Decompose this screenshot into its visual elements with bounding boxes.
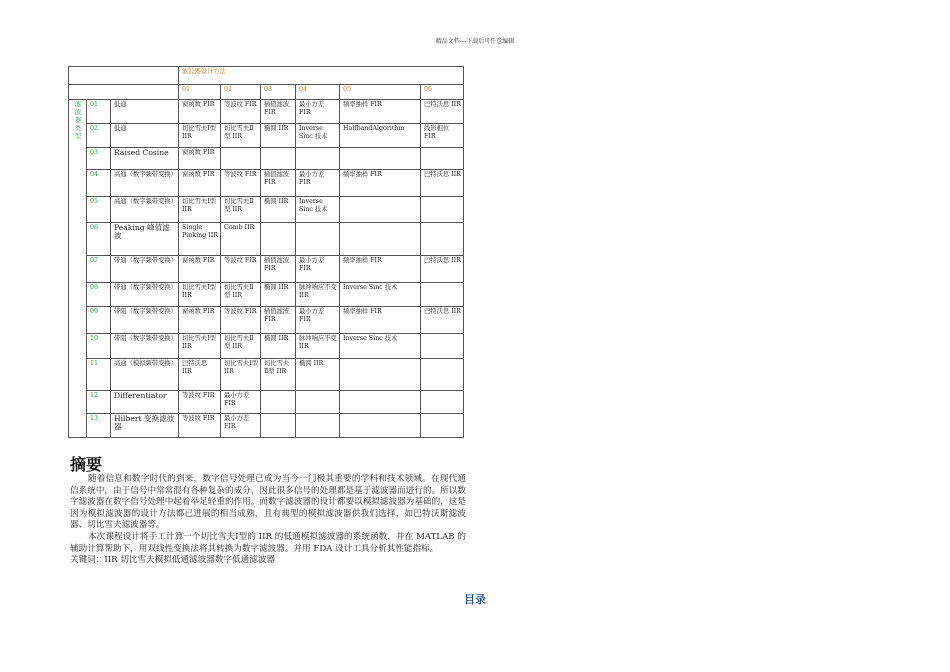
- table-row: [69, 256, 464, 283]
- filter-type-cell: 带阻（数字频带变换）: [111, 307, 179, 334]
- method-cell: 巴特沃思 IIR: [421, 170, 464, 197]
- method-cell: 等波纹 FIR: [221, 170, 261, 197]
- method-number-1: 01: [179, 85, 221, 100]
- method-cell: [261, 414, 296, 438]
- method-cell: Inverse Sinc 技术: [296, 124, 340, 148]
- method-cell: [421, 334, 464, 359]
- method-cell: [340, 359, 421, 391]
- method-cell: 切比雪夫Ⅱ型 IIR: [261, 359, 296, 391]
- method-cell: 椭圆 IIR: [261, 334, 296, 359]
- method-cell: 窗函数 FIR: [179, 100, 221, 124]
- abstract-paragraph-2: 本次课程设计将手工计算一个切比雪夫Ⅰ型的 IIR 的低通模拟滤波器的系统函数，并在 MATLAB 的辅助计算帮助下，用双线性变换法将其转换为数字滤波器。并用 FDA 设计工具分析其性能指标。: [70, 531, 466, 554]
- method-cell: [340, 414, 421, 438]
- row-number: 05: [87, 197, 111, 223]
- row-number: 12: [87, 391, 111, 414]
- method-cell: [421, 414, 464, 438]
- row-number: 04: [87, 170, 111, 197]
- filter-type-cell: 低通: [111, 100, 179, 124]
- method-cell: 切比雪夫Ⅰ型 IIR: [179, 334, 221, 359]
- method-cell: 切比雪夫Ⅱ型 IIR: [221, 124, 261, 148]
- method-cell: 频率抽样 FIR: [340, 100, 421, 124]
- table-row: [69, 223, 464, 256]
- method-cell: [421, 223, 464, 256]
- method-cell: Inverse Sinc 技术: [340, 283, 421, 307]
- table-row: [69, 414, 464, 438]
- method-cell: 椭圆 IIR: [296, 359, 340, 391]
- abstract-keywords: 关键词：IIR 切比雪夫模拟低通滤波器数字低通滤波器: [70, 555, 276, 566]
- row-number: 07: [87, 256, 111, 283]
- method-cell: 椭圆 IIR: [261, 124, 296, 148]
- abstract-paragraph-1: 随着信息和数字时代的到来，数字信号处理已成为当今一门极其重要的学科和技术领域。在现代通信系统中，由于信号中常常混有各种复杂的成分，因此很多信号的处理都是基于滤波器而进行的。所以数字滤波器在数字信号处理中起着举足轻重的作用。而数字滤波器的设计都要以模拟滤波器为基础的，这是因为模拟滤波器的设计方法都已进展的相当成熟，且有典型的模拟滤波器供我们选择，如巴特沃斯滤波器、切比雪夫滤波器等。: [70, 474, 466, 531]
- row-number: 02: [87, 124, 111, 148]
- method-cell: [421, 148, 464, 170]
- method-cell: 最小方差 FIR: [221, 391, 261, 414]
- method-cell: 切比雪夫Ⅰ型 IIR: [179, 124, 221, 148]
- method-cell: 等波纹 FIR: [221, 100, 261, 124]
- method-cell: 频率抽样 FIR: [340, 256, 421, 283]
- method-cell: 脉冲响应不变 IIR: [296, 334, 340, 359]
- method-cell: 插值滤波 FIR: [261, 170, 296, 197]
- table-row: [69, 124, 464, 148]
- method-cell: [296, 391, 340, 414]
- method-cell: [296, 223, 340, 256]
- method-cell: 频率抽样 FIR: [340, 170, 421, 197]
- method-cell: 等波纹 FIR: [221, 256, 261, 283]
- table-corner-cell: [69, 85, 179, 100]
- method-cell: 频率抽样 FIR: [340, 307, 421, 334]
- method-cell: 等波纹 FIR: [179, 414, 221, 438]
- method-cell: [421, 197, 464, 223]
- method-cell: 脉冲响应不变 IIR: [296, 283, 340, 307]
- filter-type-cell: Hilbert 变换滤波器: [111, 414, 179, 438]
- method-cell: 插值滤波 FIR: [261, 100, 296, 124]
- abstract-body: [70, 474, 466, 567]
- page-header-note: 精品文档---下载后可任意编辑: [435, 38, 515, 45]
- method-cell: 椭圆 IIR: [261, 283, 296, 307]
- row-number: 13: [87, 414, 111, 438]
- filter-type-cell: 高通（数字频带变换）: [111, 197, 179, 223]
- filter-design-table: [68, 66, 464, 438]
- method-cell: 切比雪夫Ⅰ型 IIR: [179, 283, 221, 307]
- toc-title: 目录: [464, 593, 486, 606]
- filter-type-cell: 高通（数字频带变换）: [111, 170, 179, 197]
- method-cell: 巴特沃思 IIR: [179, 359, 221, 391]
- method-cell: [340, 223, 421, 256]
- method-cell: 最小方差 FIR: [296, 256, 340, 283]
- side-label-filter-type: 滤 波 器 类 型: [69, 100, 87, 438]
- table-row: [69, 359, 464, 391]
- method-cell: [421, 283, 464, 307]
- method-cell: 窗函数 FIR: [179, 170, 221, 197]
- method-cell: 切比雪夫Ⅰ型 IIR: [221, 359, 261, 391]
- table-corner-cell: [69, 67, 179, 85]
- filter-type-cell: 低通: [111, 124, 179, 148]
- method-cell: [421, 359, 464, 391]
- table-row: [69, 197, 464, 223]
- method-cell: [261, 148, 296, 170]
- method-cell: 线形相位 FIR: [421, 124, 464, 148]
- method-number-row: [69, 85, 464, 100]
- method-number-2: 02: [221, 85, 261, 100]
- table-row: [69, 100, 464, 124]
- row-number: 10: [87, 334, 111, 359]
- row-number: 01: [87, 100, 111, 124]
- method-cell: 巴特沃思 IIR: [421, 256, 464, 283]
- filter-type-cell: 高通（模拟频带变换）: [111, 359, 179, 391]
- method-cell: Single Pinking IIR: [179, 223, 221, 256]
- filter-type-cell: 带阻（数字频带变换）: [111, 334, 179, 359]
- method-cell: [340, 197, 421, 223]
- method-cell: 插值滤波 FIR: [261, 256, 296, 283]
- row-number: 08: [87, 283, 111, 307]
- row-number: 09: [87, 307, 111, 334]
- method-cell: 切比雪夫Ⅱ型 IIR: [221, 334, 261, 359]
- method-number-3: 03: [261, 85, 296, 100]
- row-number: 06: [87, 223, 111, 256]
- method-cell: 巴特沃思 IIR: [421, 100, 464, 124]
- table-row: [69, 307, 464, 334]
- method-cell: [421, 391, 464, 414]
- method-cell: 最小方差 FIR: [221, 414, 261, 438]
- table-row: [69, 391, 464, 414]
- method-cell: [221, 148, 261, 170]
- method-cell: [340, 148, 421, 170]
- method-cell: 椭圆 IIR: [261, 197, 296, 223]
- table-title-row: [69, 67, 464, 85]
- method-cell: 切比雪夫Ⅱ型 IIR: [221, 197, 261, 223]
- method-cell: Comb IIR: [221, 223, 261, 256]
- method-cell: 巴特沃思 IIR: [421, 307, 464, 334]
- method-cell: 最小方差 FIR: [296, 307, 340, 334]
- method-number-5: 05: [340, 85, 421, 100]
- filter-type-cell: Peaking 峰值滤波: [111, 223, 179, 256]
- method-cell: [340, 391, 421, 414]
- filter-type-cell: Differentiator: [111, 391, 179, 414]
- method-cell: [261, 223, 296, 256]
- method-number-4: 04: [296, 85, 340, 100]
- filter-type-cell: 带通（数字频带变换）: [111, 256, 179, 283]
- table-title: 滤波器设计方法: [179, 67, 464, 85]
- filter-type-cell: Raised Cosine: [111, 148, 179, 170]
- method-cell: 窗函数 FIR: [179, 148, 221, 170]
- method-cell: 窗函数 FIR: [179, 256, 221, 283]
- row-number: 11: [87, 359, 111, 391]
- method-cell: 插值滤波 FIR: [261, 307, 296, 334]
- method-cell: 窗函数 FIR: [179, 307, 221, 334]
- method-cell: 等波纹 FIR: [221, 307, 261, 334]
- method-cell: Inverse Sinc 技术: [296, 197, 340, 223]
- method-cell: [296, 148, 340, 170]
- method-cell: 切比雪夫Ⅰ型 IIR: [179, 197, 221, 223]
- method-cell: HalfbandAlgorithm: [340, 124, 421, 148]
- filter-type-cell: 带通（数字频带变换）: [111, 283, 179, 307]
- method-cell: [261, 391, 296, 414]
- method-cell: [296, 414, 340, 438]
- row-number: 03: [87, 148, 111, 170]
- method-cell: 切比雪夫Ⅱ型 IIR: [221, 283, 261, 307]
- table-row: [69, 283, 464, 307]
- abstract-title: 摘要: [70, 455, 103, 474]
- table-row: [69, 334, 464, 359]
- method-number-6: 06: [421, 85, 464, 100]
- method-cell: Inverse Sinc 技术: [340, 334, 421, 359]
- table-row: [69, 170, 464, 197]
- method-cell: 最小方差 FIR: [296, 100, 340, 124]
- table-row: [69, 148, 464, 170]
- method-cell: 最小方差 FIR: [296, 170, 340, 197]
- method-cell: 等波纹 FIR: [179, 391, 221, 414]
